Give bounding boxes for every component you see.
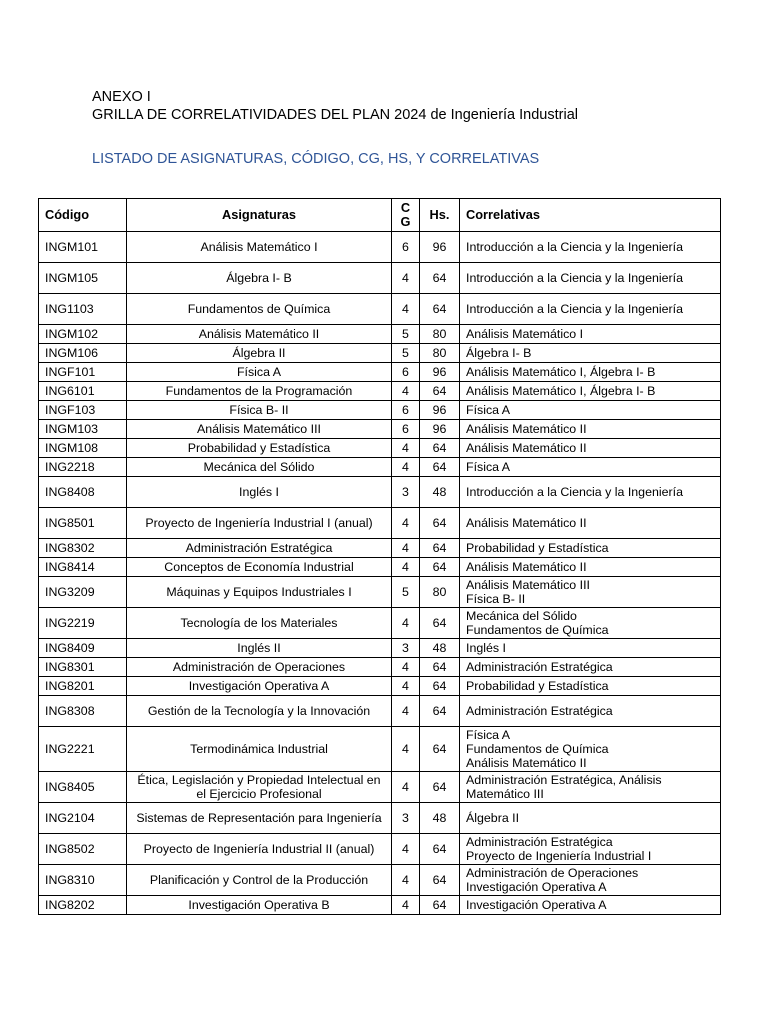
cell-hours: 96 bbox=[420, 401, 460, 420]
cell-code: ING1103 bbox=[39, 294, 127, 325]
cell-code: ING6101 bbox=[39, 382, 127, 401]
cell-code: ING2218 bbox=[39, 458, 127, 477]
table-row bbox=[39, 477, 721, 508]
document-header bbox=[92, 88, 578, 124]
cell-correlatives: Física A bbox=[460, 401, 721, 420]
cell-cg: 4 bbox=[392, 896, 420, 915]
cell-cg: 3 bbox=[392, 477, 420, 508]
cell-correlatives: Probabilidad y Estadística bbox=[460, 677, 721, 696]
cell-hours: 48 bbox=[420, 803, 460, 834]
cell-subject: Probabilidad y Estadística bbox=[127, 439, 392, 458]
cell-cg: 5 bbox=[392, 325, 420, 344]
cell-code: ING8302 bbox=[39, 539, 127, 558]
table-row bbox=[39, 401, 721, 420]
cell-code: INGM108 bbox=[39, 439, 127, 458]
cell-correlatives: Administración Estratégica bbox=[460, 696, 721, 727]
cell-correlatives: Administración Estratégica Proyecto de Ingeniería Industrial I bbox=[460, 834, 721, 865]
table-row bbox=[39, 508, 721, 539]
cell-code: ING8408 bbox=[39, 477, 127, 508]
cell-cg: 4 bbox=[392, 263, 420, 294]
cell-cg: 4 bbox=[392, 658, 420, 677]
cell-correlatives: Administración de Operaciones Investigación Operativa A bbox=[460, 865, 721, 896]
cell-cg: 4 bbox=[392, 382, 420, 401]
cell-correlatives: Física A Fundamentos de Química Análisis Matemático II bbox=[460, 727, 721, 772]
cell-correlatives: Inglés I bbox=[460, 639, 721, 658]
cell-correlatives: Análisis Matemático I, Álgebra I- B bbox=[460, 382, 721, 401]
cell-hours: 48 bbox=[420, 639, 460, 658]
table-row bbox=[39, 382, 721, 401]
subjects-table bbox=[38, 198, 721, 915]
cell-hours: 64 bbox=[420, 558, 460, 577]
cell-code: ING8502 bbox=[39, 834, 127, 865]
cell-hours: 64 bbox=[420, 834, 460, 865]
table-row bbox=[39, 439, 721, 458]
cell-code: INGF103 bbox=[39, 401, 127, 420]
cell-subject: Análisis Matemático III bbox=[127, 420, 392, 439]
cell-subject: Tecnología de los Materiales bbox=[127, 608, 392, 639]
cell-correlatives: Análisis Matemático III Física B- II bbox=[460, 577, 721, 608]
cell-hours: 64 bbox=[420, 658, 460, 677]
cell-hours: 80 bbox=[420, 344, 460, 363]
cell-subject: Planificación y Control de la Producción bbox=[127, 865, 392, 896]
cell-cg: 4 bbox=[392, 727, 420, 772]
cell-hours: 64 bbox=[420, 508, 460, 539]
cell-code: ING8501 bbox=[39, 508, 127, 539]
cell-code: ING8405 bbox=[39, 772, 127, 803]
table-row bbox=[39, 344, 721, 363]
table-row bbox=[39, 639, 721, 658]
cell-code: ING8201 bbox=[39, 677, 127, 696]
cell-cg: 4 bbox=[392, 439, 420, 458]
cell-cg: 4 bbox=[392, 608, 420, 639]
cell-cg: 4 bbox=[392, 834, 420, 865]
cell-subject: Conceptos de Economía Industrial bbox=[127, 558, 392, 577]
cell-cg: 6 bbox=[392, 420, 420, 439]
cell-code: INGM101 bbox=[39, 232, 127, 263]
cell-correlatives: Investigación Operativa A bbox=[460, 896, 721, 915]
table-row bbox=[39, 727, 721, 772]
cell-subject: Fundamentos de la Programación bbox=[127, 382, 392, 401]
table-row bbox=[39, 294, 721, 325]
header-hours: Hs. bbox=[420, 199, 460, 232]
cell-subject: Inglés I bbox=[127, 477, 392, 508]
cell-subject: Investigación Operativa A bbox=[127, 677, 392, 696]
cell-code: ING8202 bbox=[39, 896, 127, 915]
table-row bbox=[39, 263, 721, 294]
cell-code: ING2219 bbox=[39, 608, 127, 639]
cell-correlatives: Álgebra II bbox=[460, 803, 721, 834]
cell-correlatives: Introducción a la Ciencia y la Ingeniería bbox=[460, 263, 721, 294]
cell-correlatives: Administración Estratégica bbox=[460, 658, 721, 677]
header-subjects: Asignaturas bbox=[127, 199, 392, 232]
cell-hours: 64 bbox=[420, 727, 460, 772]
cell-hours: 64 bbox=[420, 439, 460, 458]
cell-cg: 5 bbox=[392, 344, 420, 363]
table-row bbox=[39, 658, 721, 677]
cell-correlatives: Introducción a la Ciencia y la Ingeniería bbox=[460, 232, 721, 263]
cell-cg: 4 bbox=[392, 696, 420, 727]
cell-cg: 3 bbox=[392, 803, 420, 834]
cell-cg: 3 bbox=[392, 639, 420, 658]
table-row bbox=[39, 558, 721, 577]
cell-correlatives: Análisis Matemático II bbox=[460, 558, 721, 577]
cell-hours: 64 bbox=[420, 677, 460, 696]
cell-code: INGM102 bbox=[39, 325, 127, 344]
table-row bbox=[39, 420, 721, 439]
cell-subject: Sistemas de Representación para Ingeniería bbox=[127, 803, 392, 834]
cell-hours: 80 bbox=[420, 577, 460, 608]
table-row bbox=[39, 865, 721, 896]
cell-code: ING8301 bbox=[39, 658, 127, 677]
table-row bbox=[39, 458, 721, 477]
cell-hours: 80 bbox=[420, 325, 460, 344]
cell-correlatives: Análisis Matemático I, Álgebra I- B bbox=[460, 363, 721, 382]
cell-hours: 64 bbox=[420, 772, 460, 803]
cell-subject: Análisis Matemático II bbox=[127, 325, 392, 344]
cell-hours: 64 bbox=[420, 458, 460, 477]
cell-subject: Álgebra II bbox=[127, 344, 392, 363]
cell-code: INGF101 bbox=[39, 363, 127, 382]
cell-code: ING8310 bbox=[39, 865, 127, 896]
cell-hours: 64 bbox=[420, 896, 460, 915]
cell-hours: 64 bbox=[420, 696, 460, 727]
header-correlatives: Correlativas bbox=[460, 199, 721, 232]
cell-code: ING2221 bbox=[39, 727, 127, 772]
cell-code: INGM105 bbox=[39, 263, 127, 294]
cell-subject: Mecánica del Sólido bbox=[127, 458, 392, 477]
cell-correlatives: Análisis Matemático II bbox=[460, 508, 721, 539]
cell-cg: 4 bbox=[392, 294, 420, 325]
cell-subject: Ética, Legislación y Propiedad Intelectual en el Ejercicio Profesional bbox=[127, 772, 392, 803]
cell-hours: 96 bbox=[420, 420, 460, 439]
cell-subject: Gestión de la Tecnología y la Innovación bbox=[127, 696, 392, 727]
cell-subject: Fundamentos de Química bbox=[127, 294, 392, 325]
cell-hours: 64 bbox=[420, 865, 460, 896]
cell-correlatives: Probabilidad y Estadística bbox=[460, 539, 721, 558]
cell-subject: Proyecto de Ingeniería Industrial I (anual) bbox=[127, 508, 392, 539]
cell-subject: Análisis Matemático I bbox=[127, 232, 392, 263]
cell-subject: Investigación Operativa B bbox=[127, 896, 392, 915]
cell-subject: Álgebra I- B bbox=[127, 263, 392, 294]
cell-cg: 6 bbox=[392, 363, 420, 382]
table-row bbox=[39, 677, 721, 696]
cell-code: INGM103 bbox=[39, 420, 127, 439]
cell-hours: 96 bbox=[420, 232, 460, 263]
cell-code: ING8308 bbox=[39, 696, 127, 727]
cell-subject: Termodinámica Industrial bbox=[127, 727, 392, 772]
cell-code: ING3209 bbox=[39, 577, 127, 608]
table-row bbox=[39, 232, 721, 263]
header-cg: C G bbox=[392, 199, 420, 232]
grid-title: GRILLA DE CORRELATIVIDADES DEL PLAN 2024 de Ingeniería Industrial bbox=[92, 107, 578, 123]
cell-correlatives: Análisis Matemático II bbox=[460, 439, 721, 458]
cell-hours: 64 bbox=[420, 539, 460, 558]
cell-cg: 6 bbox=[392, 232, 420, 263]
table-row bbox=[39, 539, 721, 558]
cell-correlatives: Análisis Matemático II bbox=[460, 420, 721, 439]
cell-correlatives: Introducción a la Ciencia y la Ingeniería bbox=[460, 294, 721, 325]
cell-cg: 4 bbox=[392, 772, 420, 803]
cell-subject: Inglés II bbox=[127, 639, 392, 658]
cell-hours: 64 bbox=[420, 294, 460, 325]
cell-code: ING8409 bbox=[39, 639, 127, 658]
table-header-row bbox=[39, 199, 721, 232]
cell-correlatives: Administración Estratégica, Análisis Matemático III bbox=[460, 772, 721, 803]
table-row bbox=[39, 896, 721, 915]
cell-cg: 4 bbox=[392, 558, 420, 577]
cell-cg: 4 bbox=[392, 677, 420, 696]
cell-correlatives: Mecánica del Sólido Fundamentos de Química bbox=[460, 608, 721, 639]
table-row bbox=[39, 577, 721, 608]
cell-cg: 4 bbox=[392, 508, 420, 539]
table-row bbox=[39, 696, 721, 727]
cell-correlatives: Análisis Matemático I bbox=[460, 325, 721, 344]
cell-correlatives: Física A bbox=[460, 458, 721, 477]
table-row bbox=[39, 803, 721, 834]
cell-cg: 6 bbox=[392, 401, 420, 420]
cell-cg: 4 bbox=[392, 539, 420, 558]
list-subtitle: LISTADO DE ASIGNATURAS, CÓDIGO, CG, HS, Y CORRELATIVAS bbox=[92, 151, 540, 167]
table-row bbox=[39, 772, 721, 803]
cell-cg: 5 bbox=[392, 577, 420, 608]
cell-hours: 64 bbox=[420, 608, 460, 639]
cell-hours: 64 bbox=[420, 263, 460, 294]
cell-subject: Física B- II bbox=[127, 401, 392, 420]
cell-correlatives: Álgebra I- B bbox=[460, 344, 721, 363]
cell-correlatives: Introducción a la Ciencia y la Ingeniería bbox=[460, 477, 721, 508]
cell-subject: Administración de Operaciones bbox=[127, 658, 392, 677]
cell-subject: Proyecto de Ingeniería Industrial II (anual) bbox=[127, 834, 392, 865]
cell-hours: 96 bbox=[420, 363, 460, 382]
table-row bbox=[39, 363, 721, 382]
table-row bbox=[39, 834, 721, 865]
cell-subject: Administración Estratégica bbox=[127, 539, 392, 558]
annex-title: ANEXO I bbox=[92, 89, 151, 105]
header-code: Código bbox=[39, 199, 127, 232]
cell-code: ING8414 bbox=[39, 558, 127, 577]
table-row bbox=[39, 608, 721, 639]
table-row bbox=[39, 325, 721, 344]
cell-cg: 4 bbox=[392, 458, 420, 477]
cell-code: ING2104 bbox=[39, 803, 127, 834]
cell-hours: 48 bbox=[420, 477, 460, 508]
cell-cg: 4 bbox=[392, 865, 420, 896]
cell-hours: 64 bbox=[420, 382, 460, 401]
cell-subject: Física A bbox=[127, 363, 392, 382]
cell-code: INGM106 bbox=[39, 344, 127, 363]
cell-subject: Máquinas y Equipos Industriales I bbox=[127, 577, 392, 608]
